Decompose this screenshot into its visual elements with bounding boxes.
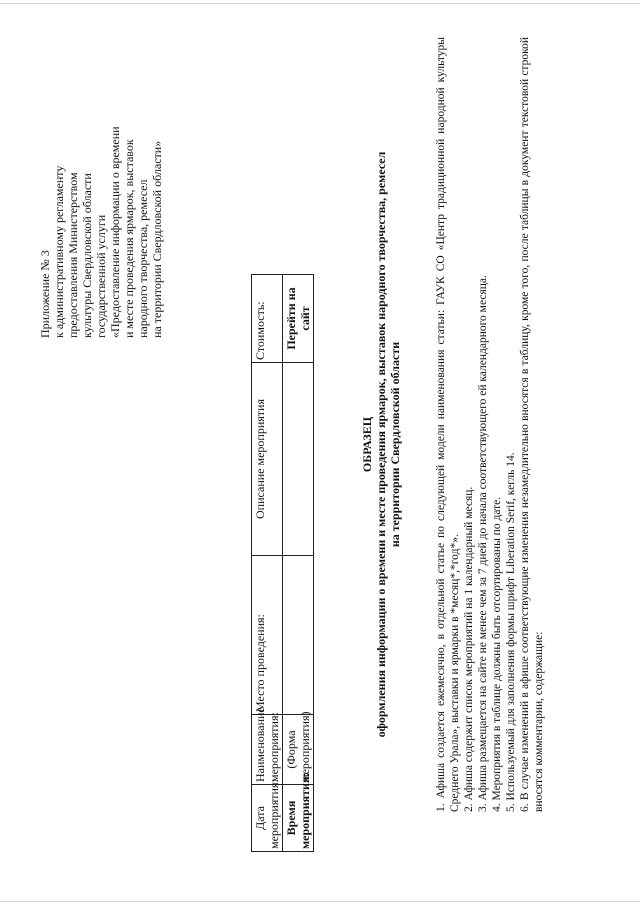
cell-time: Время мероприятия: (283, 785, 314, 852)
cell-form: (Форма мероприятия) (283, 715, 314, 785)
title-line-2: на территории Свердловской области (388, 341, 402, 548)
appendix-line: на территории Свердловской области» (150, 140, 164, 338)
rule-item: 1. Афиша создается ежемесячно, в отдельной статье по следующей модели наименования статьи: ГАУК СО «Центр традиционной народной культуры Среднего Урала», выставки и ярмарки в *месяц*,*год*». (435, 37, 461, 812)
table-header-row (252, 275, 283, 852)
cell-site-link: Перейти на сайт (283, 275, 314, 363)
document-title (360, 37, 402, 852)
appendix-line: государственной услуги (94, 214, 108, 338)
header-date: Дата мероприятия: (252, 785, 283, 852)
document-page (38, 37, 598, 852)
rule-item: 2. Афиша содержит список мероприятий на 1 календарный месяц. (463, 486, 475, 812)
rules-list (434, 37, 546, 852)
appendix-line: и месте проведения ярмарок, выставок (122, 139, 136, 338)
events-table (251, 274, 314, 852)
header-description: Описание мероприятия (252, 363, 283, 556)
header-name: Наименование мероприятия: (252, 715, 283, 785)
header-place: Место проведения: (252, 556, 283, 715)
appendix-line: «Предоставление информации о времени (108, 126, 122, 338)
header-cost: Стоимость: (252, 275, 283, 363)
scan-border-top (0, 3, 640, 4)
appendix-line: Приложение № 3 (38, 250, 52, 338)
appendix-line: к административному регламенту (52, 165, 66, 338)
scan-border-bottom (0, 901, 640, 902)
appendix-header (38, 37, 164, 338)
cell-description (283, 363, 314, 556)
rule-item: 6. В случае изменений в афише соответствующие изменения незамедлительно вносятся в таблицу, кроме того, после таблицы в документ текстовой строкой вносятся комментарии, содержащие: (519, 37, 545, 812)
cell-place (283, 556, 314, 715)
rule-item: 5. Используемый для заполнения формы шрифт Liberation Serif, кегль 14. (505, 452, 517, 812)
appendix-line: культуры Свердловской области (80, 173, 94, 338)
title-sample: ОБРАЗЕЦ (360, 416, 374, 473)
table-row (283, 275, 314, 852)
title-line-1: оформления информации о времени и месте проведения ярмарок, выставок народного творчества, ремесел (374, 151, 388, 738)
rule-item: 3. Афиша размещается на сайте не менее чем за 7 дней до начала соответствующего ей календарного месяца. (477, 275, 489, 812)
appendix-line: предоставления Министерством (66, 172, 80, 338)
rule-item: 4. Мероприятия в таблице должны быть отсортированы по дате. (491, 496, 503, 812)
appendix-line: народного творчества, ремесел (136, 179, 150, 338)
